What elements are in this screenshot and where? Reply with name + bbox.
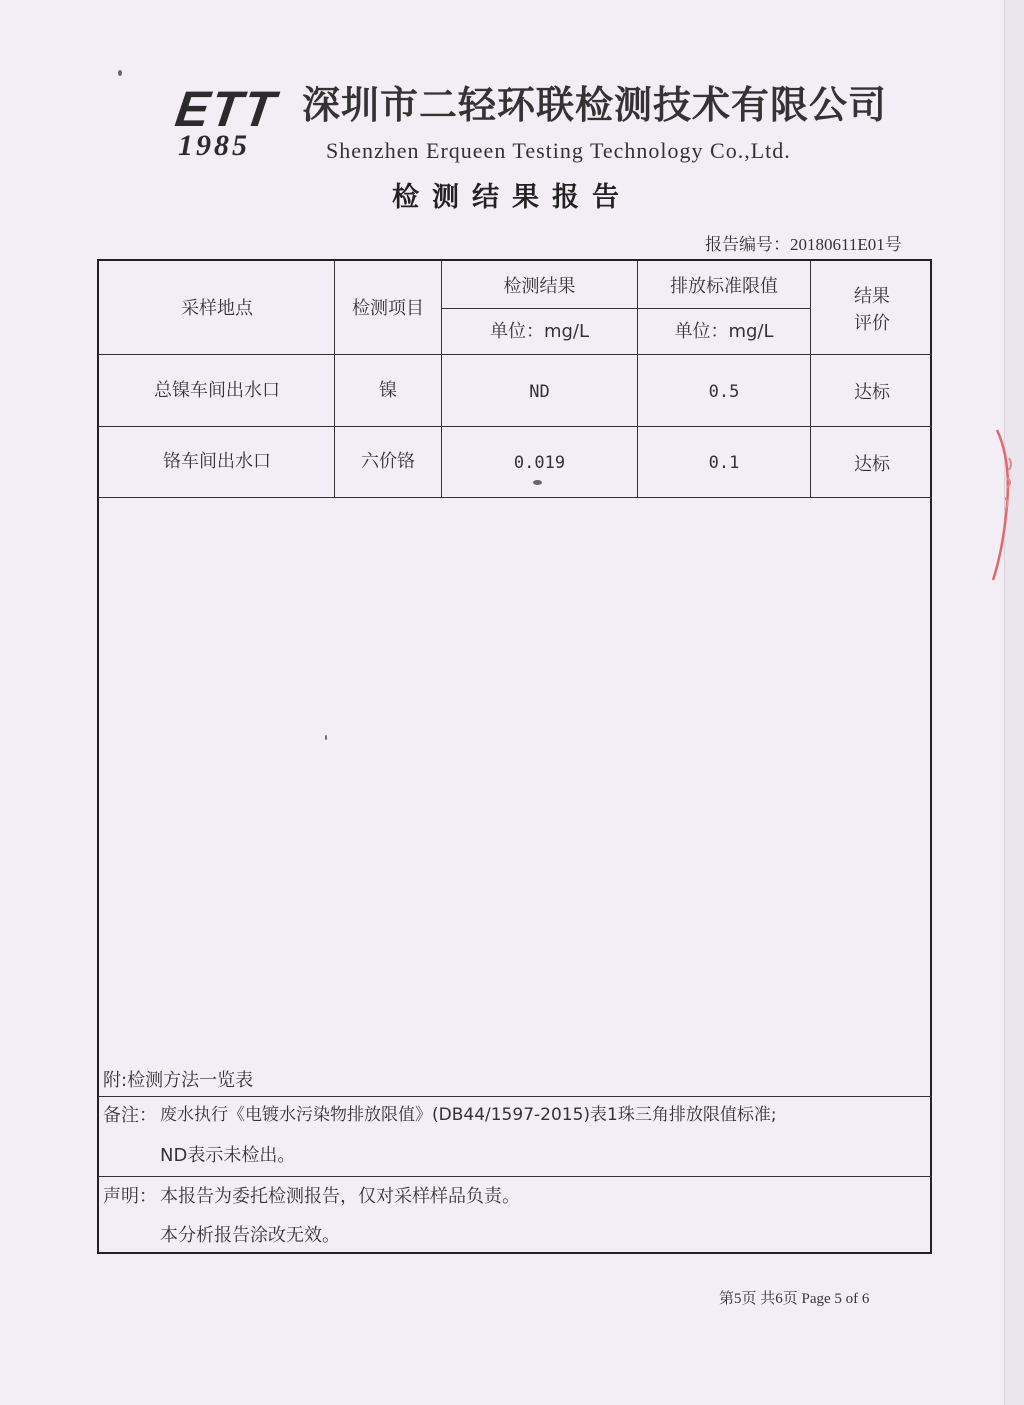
header-location: 采样地点 [181, 298, 253, 319]
table-cell-location: 总镍车间出水口 [154, 380, 280, 401]
seal-stamp [985, 420, 1024, 590]
header-evaluation-line2: 评价 [854, 313, 890, 334]
header-limit: 排放标准限值 [670, 276, 778, 297]
company-name-cn: 深圳市二轻环联检测技术有限公司 [302, 83, 888, 127]
table-cell-location: 铬车间出水口 [163, 451, 271, 472]
table-cell-result: ND [529, 382, 550, 402]
report-number [705, 236, 902, 254]
header-item: 检测项目 [352, 298, 424, 319]
header-result-unit: 单位：mg/L [489, 321, 590, 342]
page-number: 第5页 共6页 Page 5 of 6 [719, 1291, 870, 1307]
report-number-label: 报告编号： [705, 235, 790, 255]
statement-line-1: 本报告为委托检测报告，仅对采样样品负责。 [160, 1186, 520, 1207]
table-cell-item: 镍 [379, 380, 397, 401]
table-cell-limit: 0.1 [708, 453, 740, 473]
company-logo-year: 1985 [178, 129, 250, 162]
header-result: 检测结果 [503, 276, 576, 297]
paper-speck [325, 735, 327, 740]
appendix-label: 附:检测方法一览表 [103, 1070, 254, 1091]
table-rule [99, 354, 932, 355]
remark-line-1: 废水执行《电镀水污染物排放限值》(DB44/1597-2015)表1珠三角排放限值标准; [160, 1105, 777, 1125]
remark-line-2: ND表示未检出。 [160, 1145, 296, 1166]
table-rule [99, 497, 932, 498]
statement-label: 声明： [103, 1186, 157, 1207]
statement-line-2: 本分析报告涂改无效。 [160, 1225, 340, 1246]
table-cell-limit: 0.5 [708, 382, 740, 402]
company-name-en: Shenzhen Erqueen Testing Technology Co.,Ltd. [326, 138, 791, 163]
table-cell-evaluation: 达标 [854, 382, 890, 403]
remark-label: 备注： [103, 1105, 157, 1126]
header-limit-unit: 单位：mg/L [674, 321, 774, 342]
paper-speck [118, 70, 122, 76]
table-cell-result: 0.019 [513, 453, 566, 473]
report-title: 检测结果报告 [392, 182, 632, 213]
page-edge [1004, 0, 1024, 1405]
company-logo: ETT [172, 81, 281, 137]
table-rule [99, 426, 932, 427]
table-cell-item: 六价铬 [361, 451, 415, 472]
table-rule [99, 1096, 932, 1097]
paper-speck [533, 480, 542, 485]
table-cell-evaluation: 达标 [854, 454, 890, 475]
table-rule [99, 1176, 932, 1177]
report-number-value: 20180611E01号 [790, 235, 902, 254]
table-rule [441, 308, 811, 309]
header-evaluation-line1: 结果 [854, 286, 890, 307]
